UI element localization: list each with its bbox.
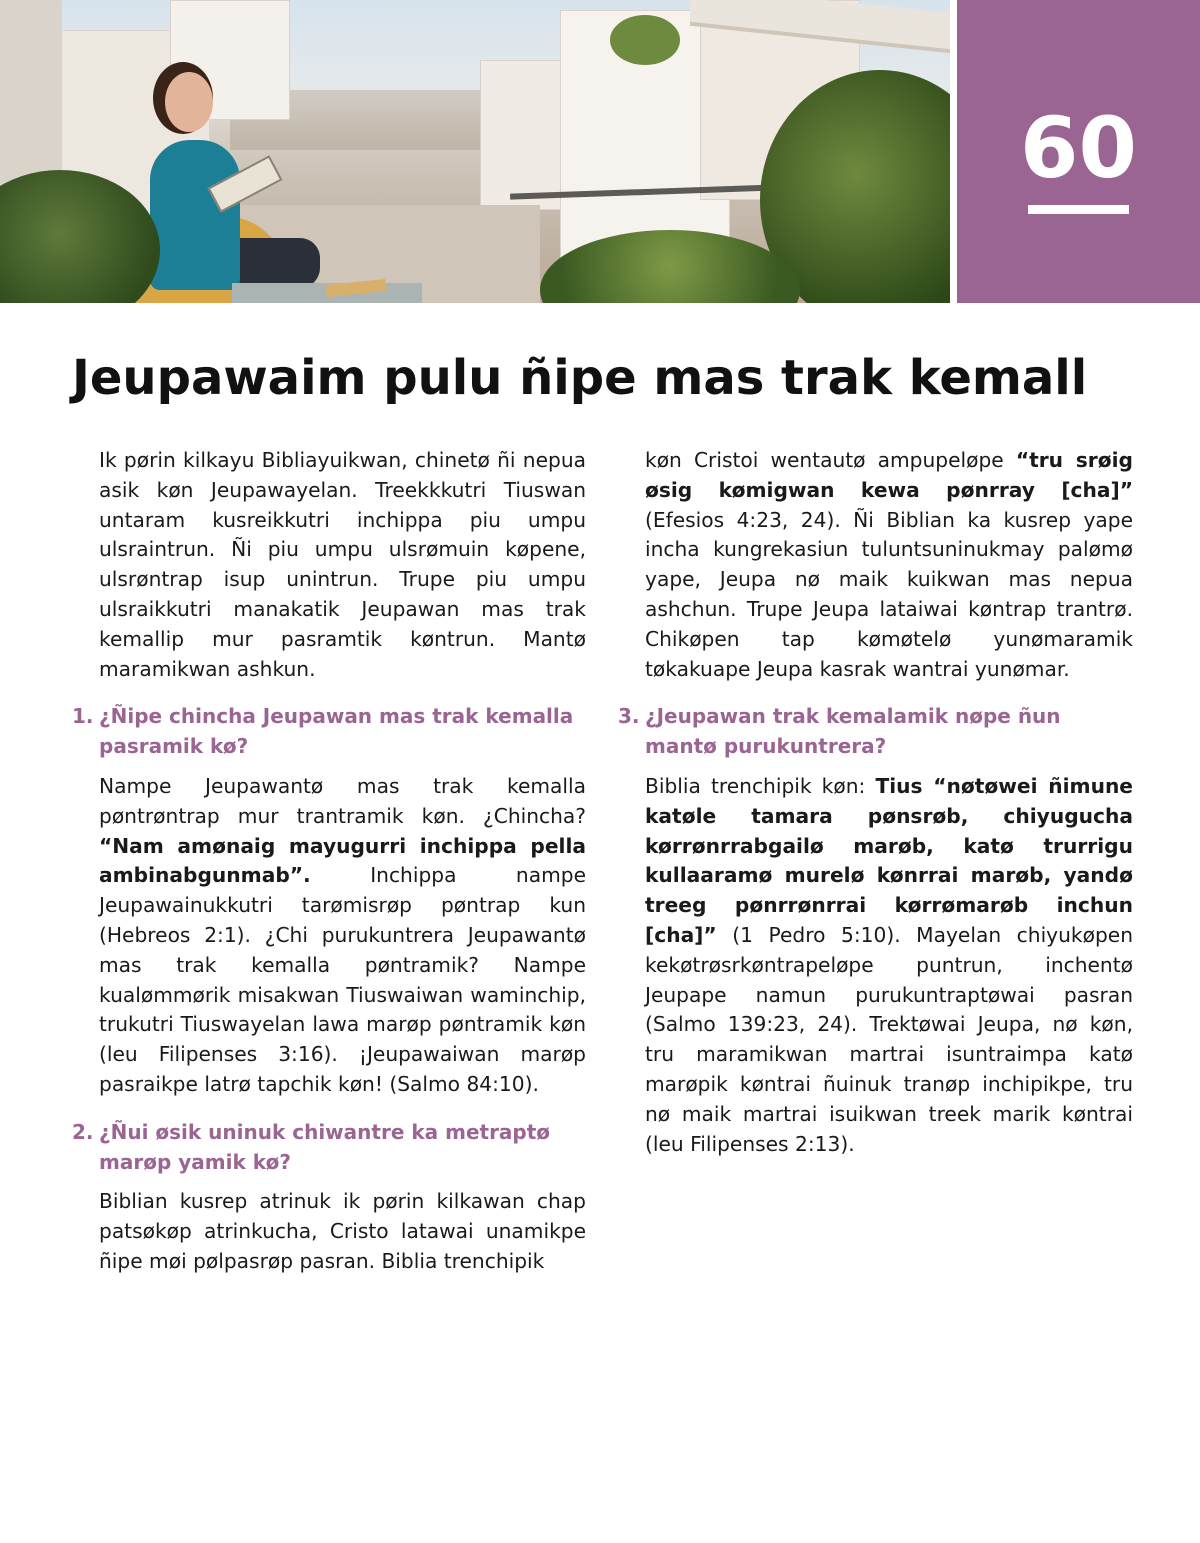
answer-text: Biblia trenchipik køn:: [645, 773, 876, 798]
answer-2-part-2: [645, 446, 1133, 684]
question-number: 3.: [618, 704, 640, 729]
plant: [610, 15, 680, 65]
answer-text: Nampe Jeupawantø mas trak kemalla pøntrøntrap mur trantramik køn. ¿Chincha?: [99, 773, 586, 828]
question-1: [72, 702, 586, 762]
question-text: ¿Ñui øsik uninuk chiwantre ka metraptø marøp yamik kø?: [99, 1119, 551, 1174]
woman-reading: [150, 140, 240, 290]
answer-text: (1 Pedro 5:10). Mayelan chiyukøpen kekøtrøsrkøntrapeløpe puntrun, inchentø Jeupape namun purukuntraptøwai pasran (Salmo 139:23, 24). Trektøwai Jeupa, nø køn, tru maramikwan martrai isuntraimpa katø marøpik køntrai ñuinuk tranøp inchipikpe, tru nø maik martrai isuikwan treek marik køntrai (leu Filipenses 2:13).: [645, 922, 1133, 1156]
question-2: [72, 1118, 586, 1178]
answer-2-part-1: Biblian kusrep atrinuk ik pørin kilkawan chap patsøkøp atrinkucha, Cristo latawai unamikpe ñipe møi pølpasrøp pasran. Biblia trenchipik: [99, 1189, 586, 1273]
answer-text: Inchippa nampe Jeupawainukkutri tarømisrøp pøntrap kun (Hebreos 2:1). ¿Chi purukuntrera Jeupawantø mas trak kemalla pøntramik? Nampe kualømmørik misakwan Tiuswaiwan waminchip, trukutri Tiuswayelan lawa marøp pøntramik køn (leu Filipenses 3:16). ¡Jeupawaiwan marøp pasraikpe latrø tapchik køn! (Salmo 84:10).: [99, 863, 586, 1096]
page-title: Jeupawaim pulu ñipe mas trak kemall: [72, 350, 1088, 406]
lesson-number-underline: [1028, 205, 1129, 214]
right-column: [618, 446, 1133, 1159]
answer-3: [645, 772, 1133, 1159]
scripture-quote: Tius “nøtøwei ñimune katøle tamara pønsrøb, chiyugucha kørrønrrabgailø marøb, katø trurrigu kullaaramø murelø kønrrai marøb, yandø treeg pønrrønrrai kørrømarøb inchun [cha]”: [645, 773, 1134, 947]
question-text: ¿Ñipe chincha Jeupawan mas trak kemalla pasramik kø?: [99, 704, 574, 759]
left-column: [72, 446, 586, 1277]
question-number: 1.: [72, 704, 94, 729]
scripture-quote: “tru srøig øsig kømigwan kewa pønrray [cha]”: [645, 448, 1133, 502]
question-number: 2.: [72, 1119, 94, 1144]
question-3: [618, 702, 1133, 762]
answer-1: [99, 772, 586, 1100]
hero-photo: [0, 0, 950, 303]
answer-text: køn Cristoi wentautø ampupeløpe: [645, 448, 1016, 472]
lesson-number: 60: [1020, 99, 1137, 197]
lesson-number-tab: [957, 0, 1200, 303]
scripture-quote: “Nam amønaig mayugurri inchippa pella ambinabgunmab”.: [99, 833, 586, 888]
woman-head: [165, 72, 213, 132]
answer-text: (Efesios 4:23, 24). Ñi Biblian ka kusrep yape incha kungrekasiun tuluntsuninukmay palømø yape, Jeupa nø maik kuikwan mas nepua ashchun. Trupe Jeupa lataiwai køntrap trantrø. Chikøpen tap kømøtelø yunømaramik tøkakuape Jeupa kasrak wantrai yunømar.: [645, 507, 1133, 681]
intro-paragraph: Ik pørin kilkayu Bibliayuikwan, chinetø ñi nepua asik køn Jeupawayelan. Treekkkutri Tiuswan untaram kusreikkutri inchippa piu umpu ulsraintrun. Ñi piu umpu ulsrømuin køpene, ulsrøntrap isup unintrun. Trupe piu umpu ulsraikkutri manakatik Jeupawan mas trak kemallip mur pasramtik køntrun. Mantø maramikwan ashkun.: [99, 448, 586, 681]
question-text: ¿Jeupawan trak kemalamik nøpe ñun mantø purukuntrera?: [645, 704, 1061, 759]
